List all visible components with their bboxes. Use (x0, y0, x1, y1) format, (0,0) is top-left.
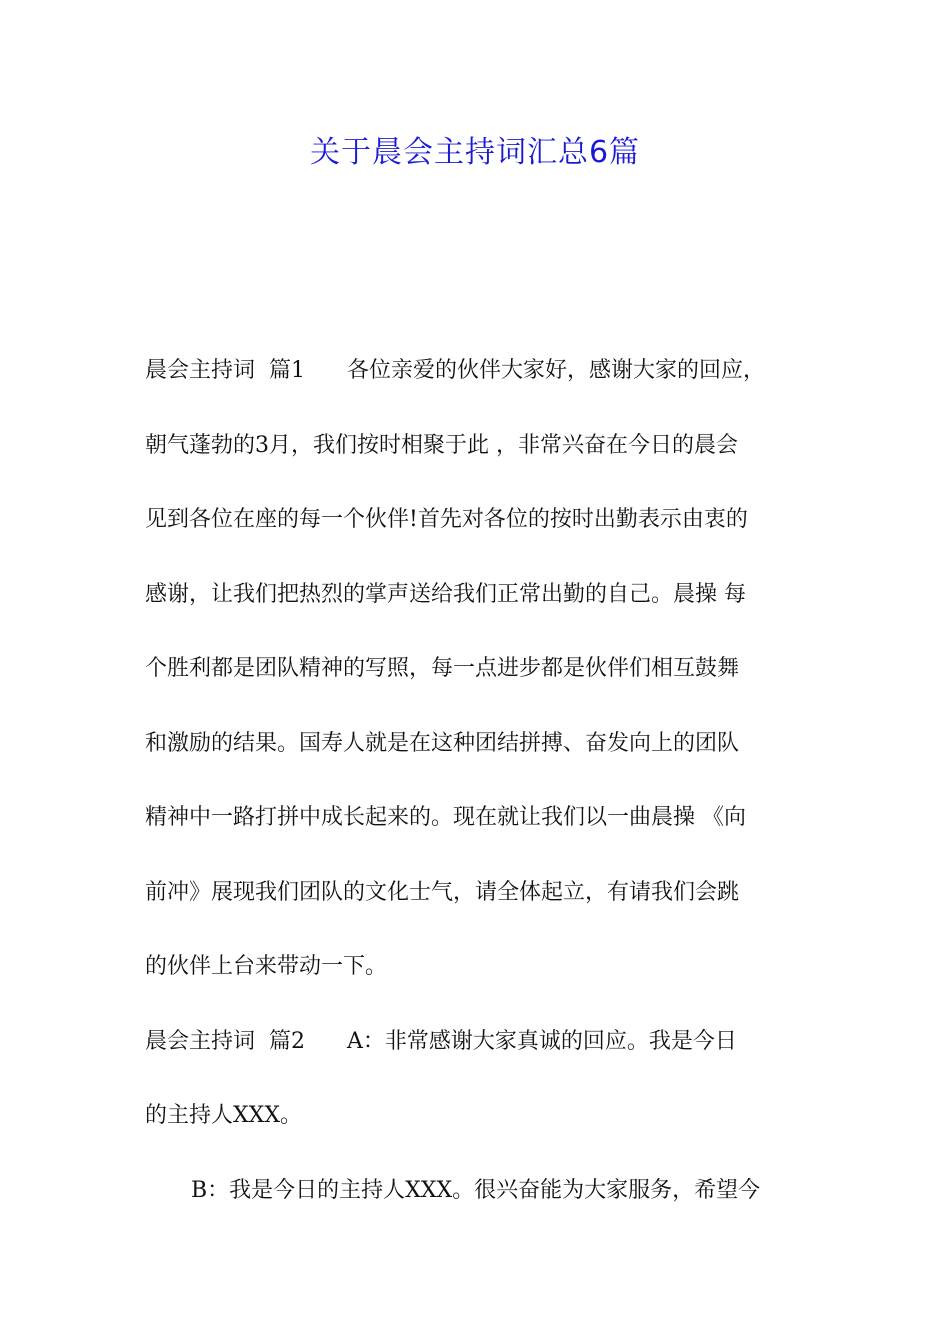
body-line: B：我是今日的主持人XXX。很兴奋能为大家服务，希望今 (191, 1177, 761, 1203)
body-line: 晨会主持词 篇2 A：非常感谢大家真诚的回应。我是今日 (145, 1028, 737, 1054)
body-line: 的伙伴上台来带动一下。 (145, 954, 388, 979)
document-body (145, 334, 815, 1228)
body-line: 和激励的结果。国寿人就是在这种团结拼搏、奋发向上的团队 (145, 730, 740, 756)
body-line: 的主持人XXX。 (145, 1103, 302, 1128)
body-line: 精神中一路打拼中成长起来的。现在就让我们以一曲晨操 《向 (145, 805, 746, 830)
body-line: 前冲》展现我们团队的文化士气，请全体起立，有请我们会跳 (145, 879, 740, 905)
body-line: 见到各位在座的每一个伙伴!首先对各位的按时出勤表示由衷的 (145, 507, 748, 532)
body-line: 晨会主持词 篇1 各位亲爱的伙伴大家好，感谢大家的回应， (145, 358, 765, 383)
body-line: 朝气蓬勃的3月，我们按时相聚于此 ，非常兴奋在今日的晨会 (145, 432, 738, 458)
body-line: 感谢，让我们把热烈的掌声送给我们正常出勤的自己。晨操 每 (145, 581, 746, 607)
document-title: 关于晨会主持词汇总6篇 (309, 135, 641, 170)
body-line: 个胜利都是团队精神的写照，每一点进步都是伙伴们相互鼓舞 (145, 656, 740, 681)
